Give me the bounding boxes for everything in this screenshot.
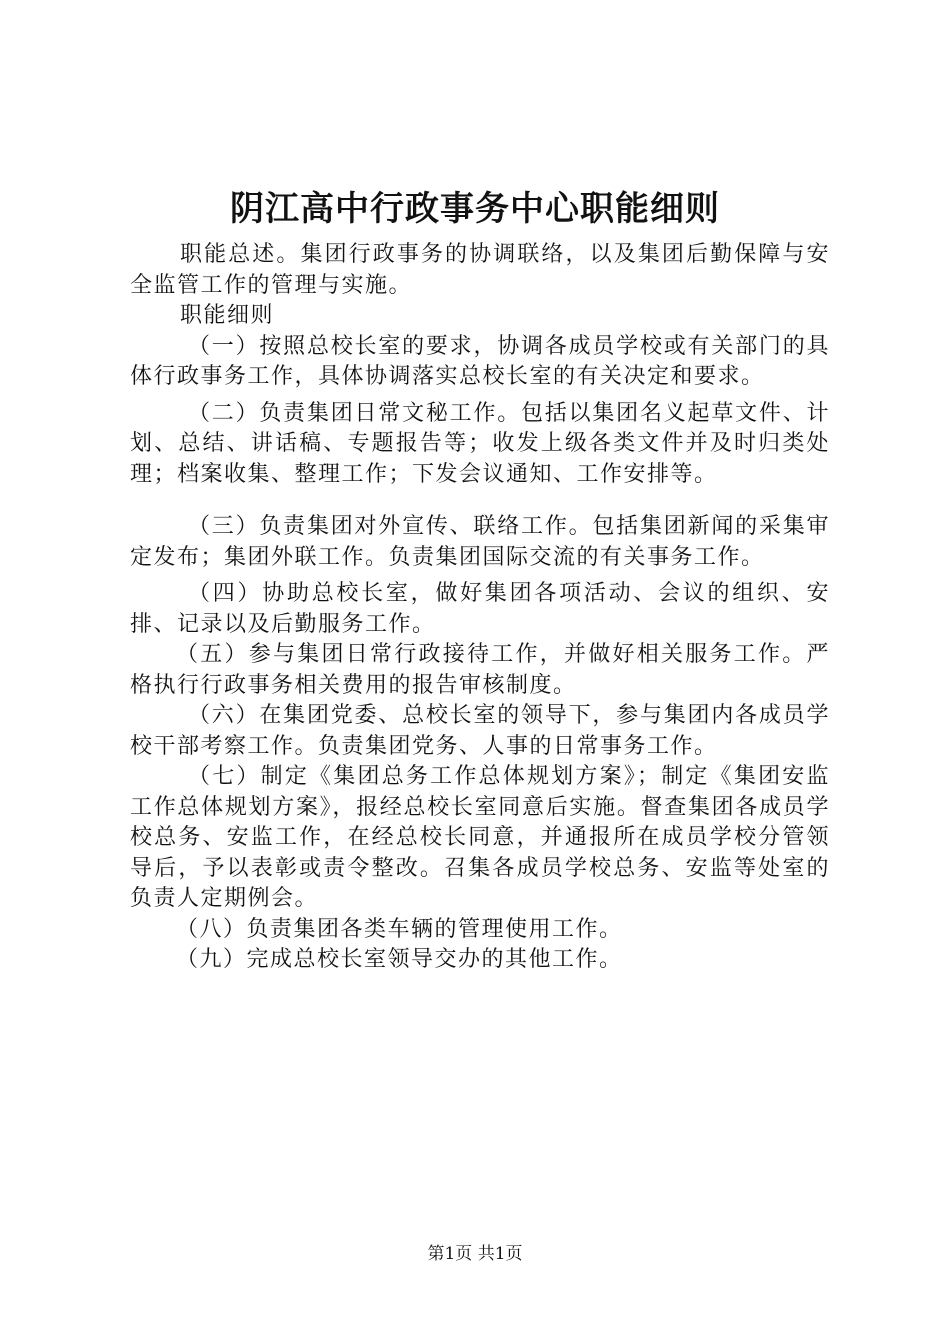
document-body <box>130 240 830 976</box>
duty-item-5: （五）参与集团日常行政接待工作，并做好相关服务工作。严格执行行政事务相关费用的报告审核制度。 <box>130 642 830 698</box>
duty-item-9: （九）完成总校长室领导交办的其他工作。 <box>176 947 623 972</box>
section-heading: 职能细则 <box>180 303 275 328</box>
page-footer: 第1页 共1页 <box>427 1244 523 1264</box>
duty-item-1: （一）按照总校长室的要求，协调各成员学校或有关部门的具体行政事务工作，具体协调落实总校长室的有关决定和要求。 <box>130 333 830 389</box>
duty-item-3: （三）负责集团对外宣传、联络工作。包括集团新闻的采集审定发布；集团外联工作。负责集团国际交流的有关事务工作。 <box>130 514 830 570</box>
duty-item-6: （六）在集团党委、总校长室的领导下，参与集团内各成员学校干部考察工作。负责集团党务、人事的日常事务工作。 <box>130 703 830 759</box>
duty-item-4: （四）协助总校长室，做好集团各项活动、会议的组织、安排、记录以及后勤服务工作。 <box>130 581 830 637</box>
duty-item-2: （二）负责集团日常文秘工作。包括以集团名义起草文件、计划、总结、讲话稿、专题报告等；收发上级各类文件并及时归类处理；档案收集、整理工作；下发会议通知、工作安排等。 <box>130 400 830 487</box>
duty-item-7: （七）制定《集团总务工作总体规划方案》；制定《集团安监工作总体规划方案》，报经总校长室同意后实施。督查集团各成员学校总务、安监工作，在经总校长同意，并通报所在成员学校分管领导后，予以表彰或责令整改。召集各成员学校总务、安监等处室的负责人定期例会。 <box>130 764 830 911</box>
overview-paragraph: 职能总述。集团行政事务的协调联络，以及集团后勤保障与安全监管工作的管理与实施。 <box>130 242 830 298</box>
document-title: 阴江高中行政事务中心职能细则 <box>230 189 720 229</box>
duty-item-8: （八）负责集团各类车辆的管理使用工作。 <box>176 916 623 942</box>
